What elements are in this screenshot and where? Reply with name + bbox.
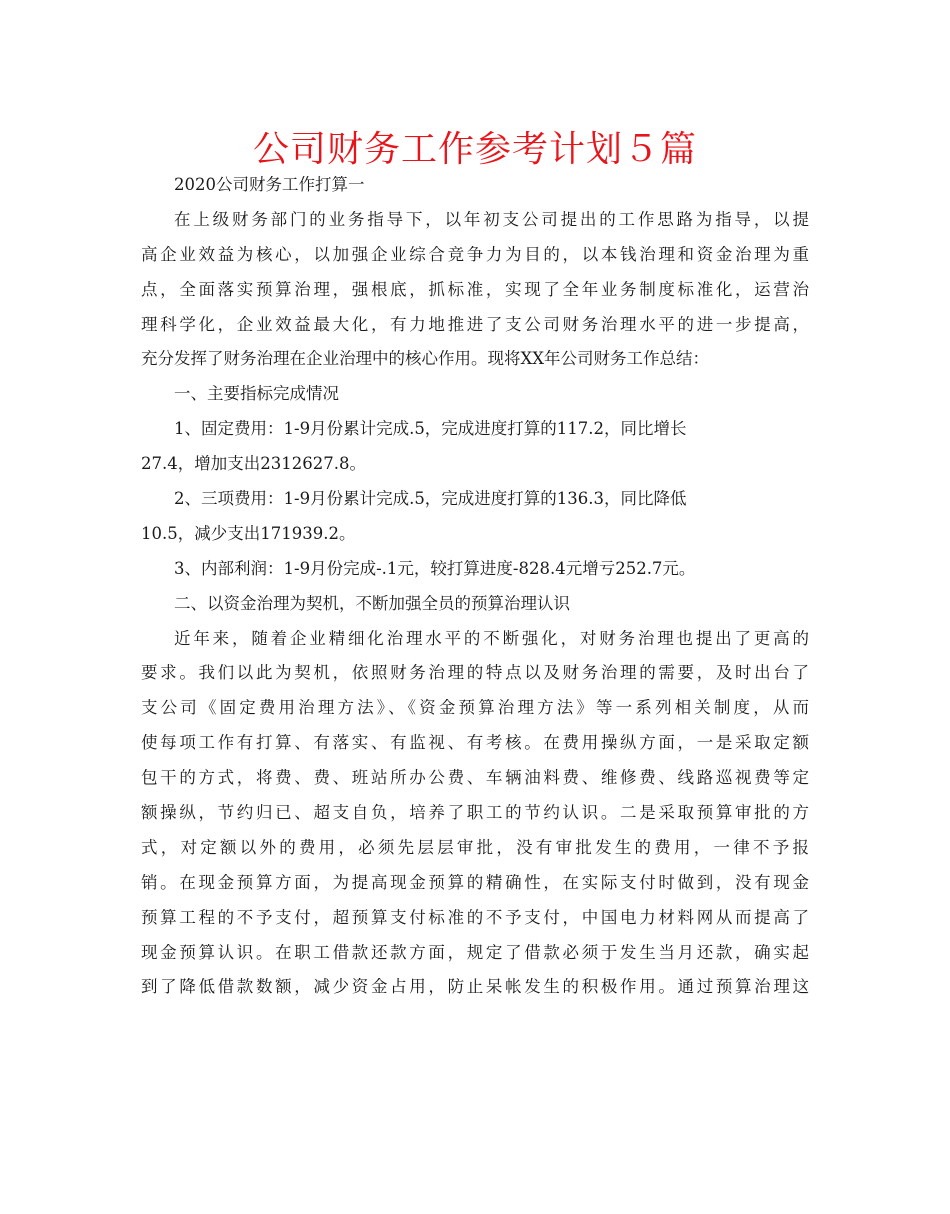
paragraph-line: 近年来，随着企业精细化治理水平的不断强化，对财务治理也提出了更高的 — [174, 628, 809, 648]
paragraph-line: 式，对定额以外的费用，必须先层层审批，没有审批发生的费用，一律不予报 — [141, 837, 809, 857]
document-title: 公司财务工作参考计划５篇 — [252, 129, 697, 170]
paragraph-line: 包干的方式，将费、费、班站所办公费、车辆油料费、维修费、线路巡视费等定 — [141, 768, 809, 788]
paragraph-line: 3、内部利润：1-9月份完成-.1元，较打算进度-828.4元增亏252.7元。 — [174, 558, 696, 578]
paragraph-line: 预算工程的不予支付，超预算支付标准的不予支付，中国电力材料网从而提高了 — [141, 907, 809, 927]
paragraph-line: 理科学化，企业效益最大化，有力地推进了支公司财务治理水平的进一步提高， — [141, 314, 809, 334]
paragraph-line: 二、以资金治理为契机，不断加强全员的预算治理认识 — [174, 593, 570, 613]
paragraph-line: 10.5，减少支出171939.2。 — [141, 523, 356, 543]
paragraph-line: 2、三项费用：1-9月份累计完成.5，完成进度打算的136.3，同比降低 — [174, 489, 687, 509]
paragraph-line: 高企业效益为核心，以加强企业综合竞争力为目的，以本钱治理和资金治理为重 — [141, 244, 809, 264]
paragraph-line: 在上级财务部门的业务指导下，以年初支公司提出的工作思路为指导，以提 — [174, 209, 809, 229]
paragraph-line: 要求。我们以此为契机，依照财务治理的特点以及财务治理的需要，及时出台了 — [141, 663, 809, 683]
paragraph-line: 销。在现金预算方面，为提高现金预算的精确性，在实际支付时做到，没有现金 — [141, 872, 809, 892]
document-body — [141, 168, 809, 1005]
paragraph-line: 一、主要指标完成情况 — [174, 384, 339, 404]
paragraph-line: 充分发挥了财务治理在企业治理中的核心作用。现将XX年公司财务工作总结： — [141, 349, 709, 369]
paragraph-line: 使每项工作有打算、有落实、有监视、有考核。在费用操纵方面，一是采取定额 — [141, 733, 809, 753]
paragraph-line: 1、固定费用：1-9月份累计完成.5，完成进度打算的117.2，同比增长 — [174, 419, 687, 439]
paragraph-line: 额操纵，节约归已、超支自负，培养了职工的节约认识。二是采取预算审批的方 — [141, 803, 809, 823]
paragraph-line: 点，全面落实预算治理，强根底，抓标准，实现了全年业务制度标准化，运营治 — [141, 279, 809, 299]
paragraph-line: 27.4，增加支出2312627.8。 — [141, 454, 366, 474]
paragraph-line: 支公司《固定费用治理方法》、《资金预算治理方法》等一系列相关制度，从而 — [141, 698, 809, 718]
paragraph-line: 2020公司财务工作打算一 — [174, 175, 365, 194]
paragraph-line: 到了降低借款数额，减少资金占用，防止呆帐发生的积极作用。通过预算治理这 — [141, 977, 809, 997]
paragraph-line: 现金预算认识。在职工借款还款方面，规定了借款必须于发生当月还款，确实起 — [141, 942, 809, 962]
